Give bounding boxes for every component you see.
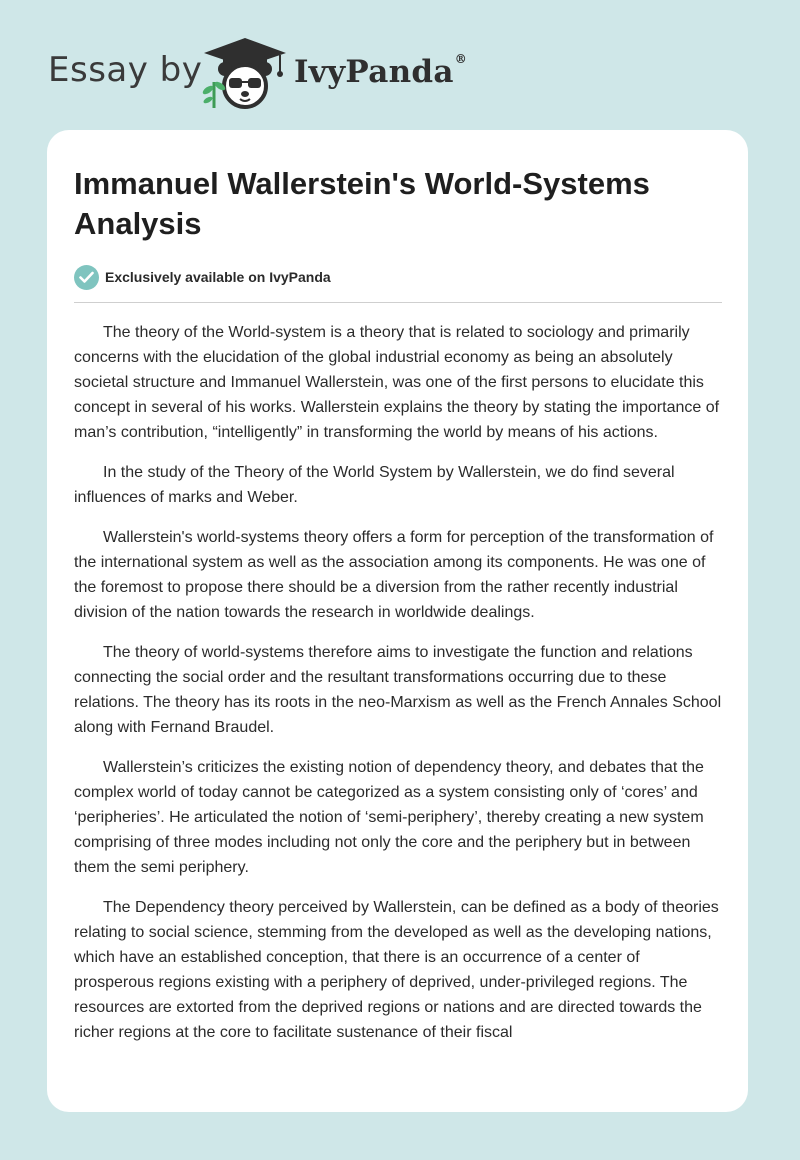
paragraph: The Dependency theory perceived by Wallerstein, can be defined as a body of theories relating to social science, stemming from the developed as well as the developing nations, which have an established conception, that there is an occurrence of a center of prosperous regions existing with a periphery of deprived, under-privileged regions. The resources are extorted from the deprived regions or nations and are directed towards the richer regions at the core to facilitate sustenance of their fiscal [74,899,719,1041]
divider [74,302,722,303]
paragraph: In the study of the Theory of the World System by Wallerstein, we do find several influences of marks and Weber. [74,464,675,506]
paragraph: Wallerstein's world-systems theory offers a form for perception of the transformation of the international system as well as the association among its components. He was one of the foremost to propose there should be a diversion from the rather recently industrial division of the nation towards the research in worldwide dealings. [74,529,714,621]
exclusive-label: Exclusively available on IvyPanda [105,269,331,285]
essay-card [47,130,748,1112]
exclusive-badge [74,264,331,290]
check-circle-icon [74,265,99,290]
paragraph: The theory of world-systems therefore aims to investigate the function and relations connecting the social order and the resultant transformations occurring due to these relations. The theory has its roots in the neo-Marxism as well as the French Annales School along with Fernand Braudel. [74,644,722,736]
brand-text: IvyPanda [294,54,454,90]
essay-title: Immanuel Wallerstein's World-Systems Analysis [74,166,650,241]
registered-mark: ® [454,52,468,66]
paragraph: Wallerstein’s criticizes the existing notion of dependency theory, and debates that the complex world of today cannot be categorized as a system consisting only of ‘cores’ and ‘peripheries’. He articulated the notion of ‘semi-periphery’, thereby creating a new system comprising of three modes including not only the core and the periphery but in between them the semi periphery. [74,759,704,876]
panda-graduate-icon[interactable] [200,36,290,110]
essay-body [74,320,724,1060]
essay-by-label: Essay by [48,50,203,90]
brand-name[interactable] [294,54,467,90]
site-header [0,0,800,130]
paragraph: The theory of the World-system is a theory that is related to sociology and primarily concerns with the elucidation of the global industrial economy as being an absolutely societal structure and Immanuel Wallerstein, was one of the first persons to elucidate this concept in several of his works. Wallerstein explains the theory by stating the importance of man’s contribution, “intelligently” in transforming the world by means of his actions. [74,324,720,441]
